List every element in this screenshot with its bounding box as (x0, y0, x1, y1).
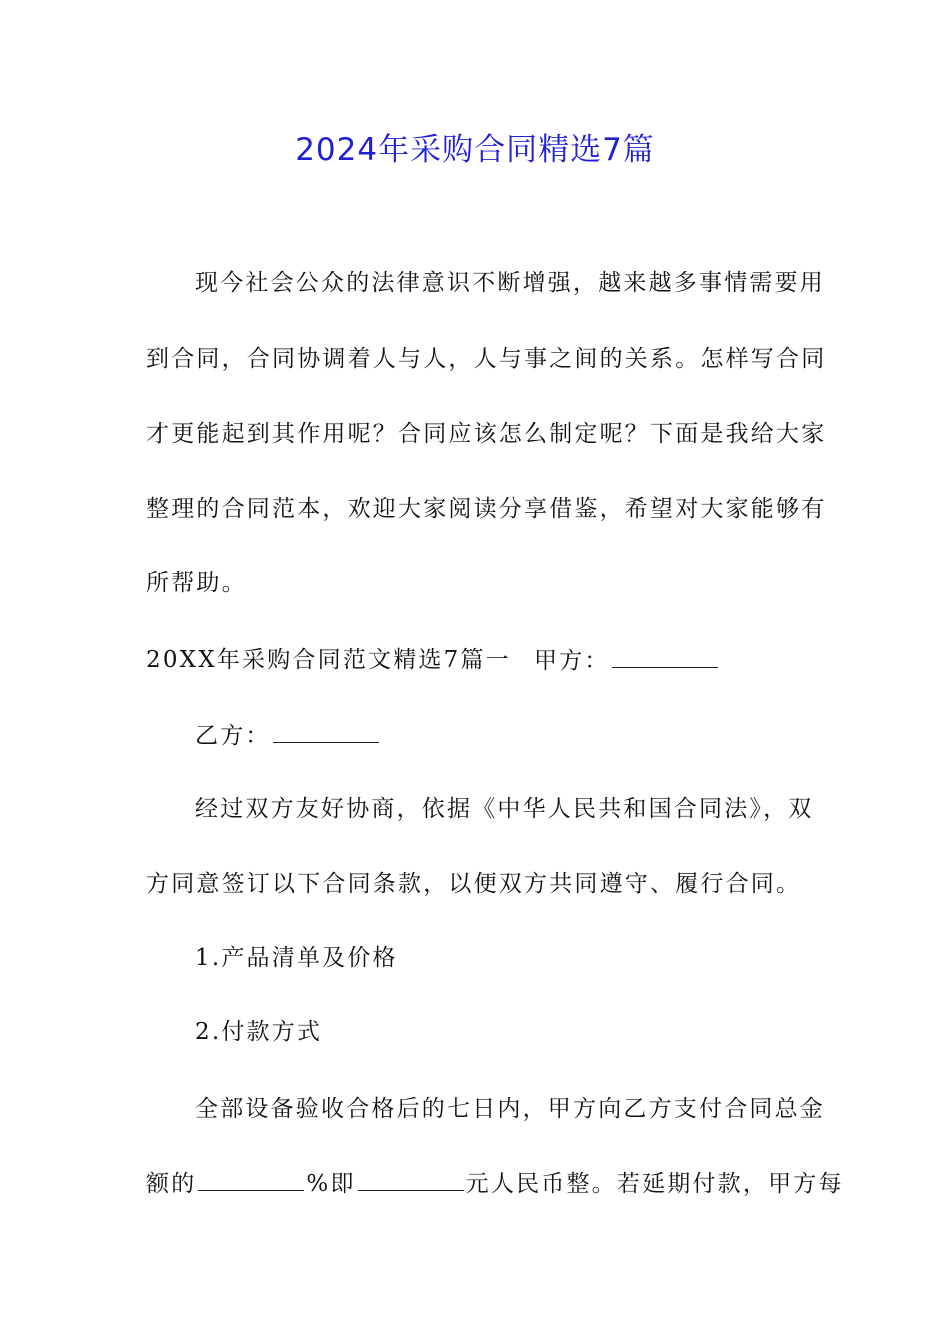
party-a-row (534, 645, 720, 676)
payment-line-1: 全部设备验收合格后的七日内，甲方向乙方支付合同总金 (195, 1096, 825, 1122)
party-b-blank (273, 720, 379, 743)
payment-text-3: 元人民币整。若延期付款，甲方每 (465, 1171, 844, 1197)
item-2-heading: 2.付款方式 (195, 1019, 323, 1045)
amount-blank (358, 1168, 464, 1191)
intro-line-2: 到合同，合同协调着人与人，人与事之间的关系。怎样写合同 (146, 346, 827, 372)
agreement-line-2: 方同意签订以下合同条款，以便双方共同遵守、履行合同。 (146, 871, 802, 897)
intro-line-3: 才更能起到其作用呢？合同应该怎么制定呢？下面是我给大家 (146, 421, 827, 447)
party-b-label: 乙方： (195, 723, 271, 749)
item-1-heading: 1.产品清单及价格 (195, 945, 398, 971)
section-heading: 20XX年采购合同范文精选7篇一 (146, 647, 511, 673)
agreement-line-1: 经过双方友好协商，依据《中华人民共和国合同法》，双 (195, 796, 814, 822)
party-a-blank (612, 645, 718, 668)
percent-blank (198, 1168, 304, 1191)
section-heading-row (146, 645, 511, 675)
party-a-label: 甲方： (534, 648, 610, 674)
intro-line-1: 现今社会公众的法律意识不断增强，越来越多事情需要用 (195, 270, 825, 296)
party-b-row (195, 720, 381, 751)
payment-line-2 (146, 1168, 844, 1199)
document-title: 2024年采购合同精选7篇 (295, 132, 655, 168)
payment-text-1: 额的 (146, 1171, 197, 1197)
intro-line-4: 整理的合同范本，欢迎大家阅读分享借鉴，希望对大家能够有 (146, 496, 827, 522)
intro-line-5: 所帮助。 (146, 570, 247, 596)
payment-text-2: %即 (306, 1171, 356, 1197)
